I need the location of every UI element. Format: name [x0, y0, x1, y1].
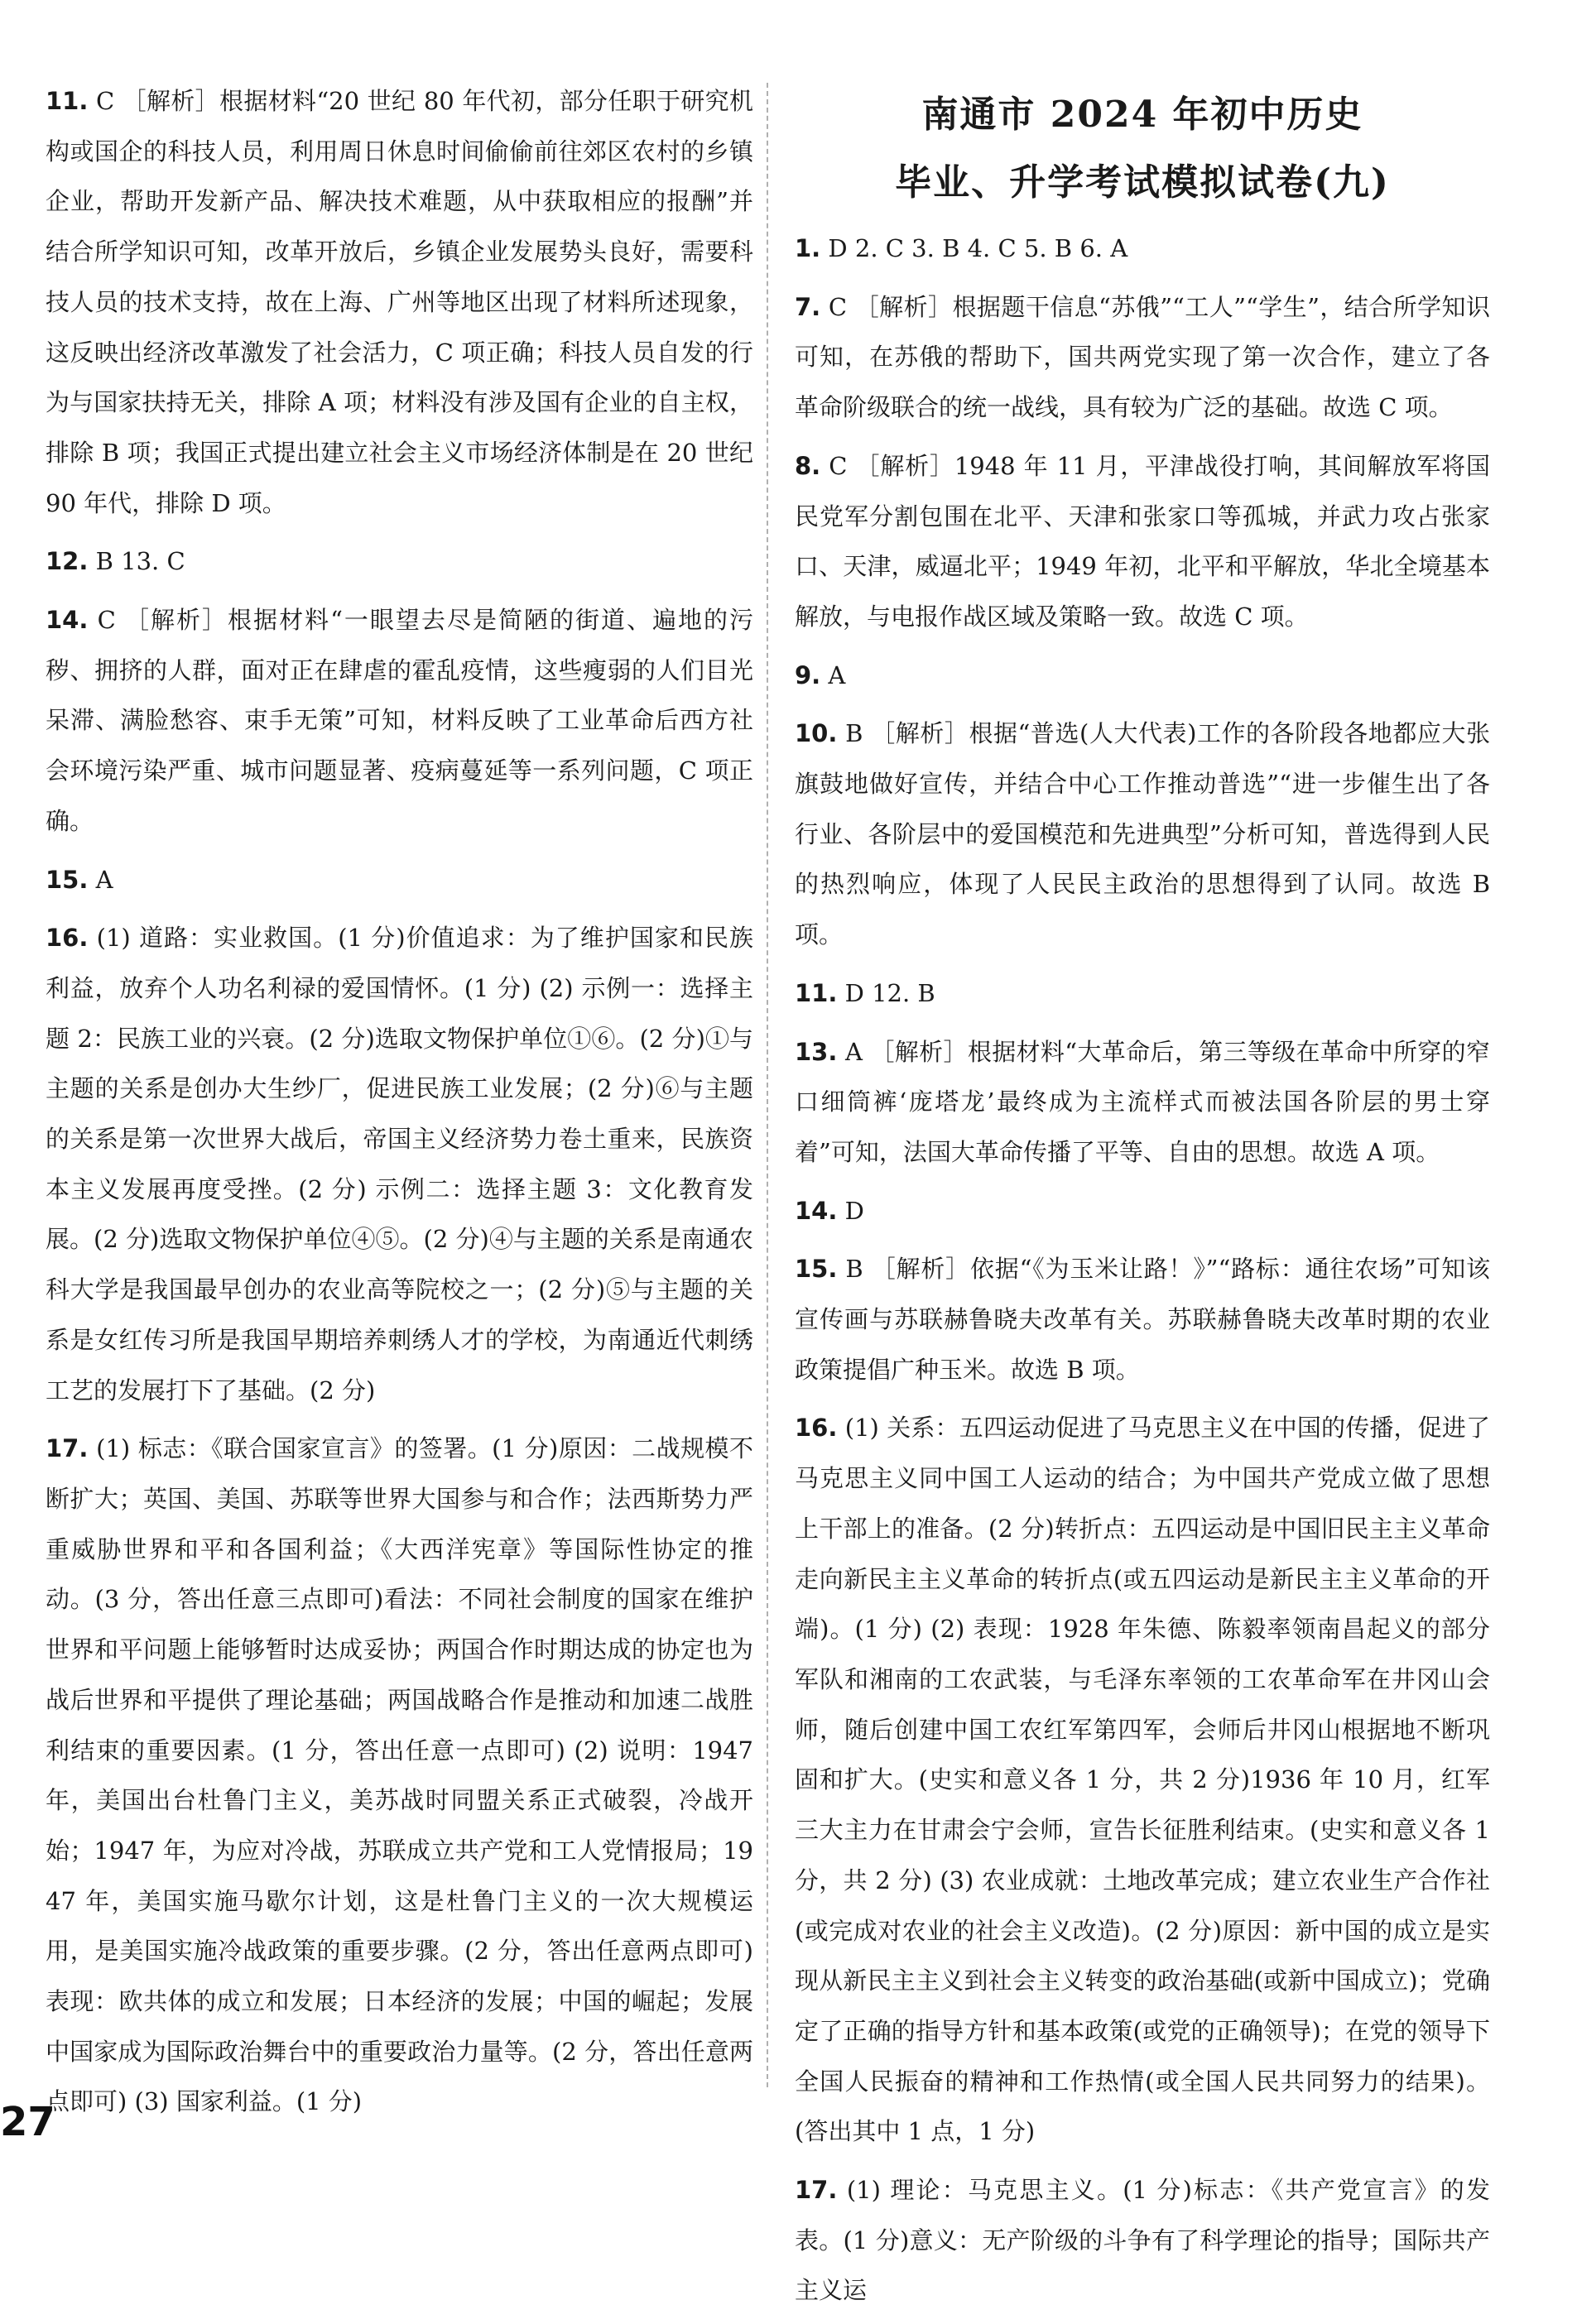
- answer-item: [795, 708, 1490, 960]
- right-column: [795, 76, 1490, 2324]
- answer-item: [795, 968, 1490, 1019]
- item-number: 10.: [795, 719, 838, 748]
- item-text: (1) 道路：实业救国。(1 分)价值追求：为了维护国家和民族利益，放弃个人功名利禄的爱国情怀。(1 分) (2) 示例一：选择主题 2：民族工业的兴衰。(2 分)选取文物保护单位①⑥。(2 分)①与主题的关系是创办大生纱厂，促进民族工业发展；(2 分)⑥与主题的关系是第一次世界大战后，帝国主义经济势力卷土重来，民族资本主义发展再度受挫。(2 分) 示例二：选择主题 3：文化教育发展。(2 分)选取文物保护单位④⑤。(2 分)④与主题的关系是南通农科大学是我国最早创办的农业高等院校之一；(2 分)⑤与主题的关系是女红传习所是我国早期培养刺绣人才的学校，为南通近代刺绣工艺的发展打下了基础。(2 分): [46, 924, 753, 1404]
- answer-item: [795, 1244, 1490, 1395]
- item-text: (1) 标志：《联合国家宣言》的签署。(1 分)原因：二战规模不断扩大；英国、美国、苏联等世界大国参与和合作；法西斯势力严重威胁世界和平和各国利益；《大西洋宪章》等国际性协定的推动。(3 分，答出任意三点即可)看法：不同社会制度的国家在维护世界和平问题上能够暂时达成妥协；两国合作时期达成的协定也为战后世界和平提供了理论基础；两国战略合作是推动和加速二战胜利结束的重要因素。(1 分，答出任意一点即可) (2) 说明：1947 年，美国出台杜鲁门主义，美苏战时同盟关系正式破裂，冷战开始；1947 年，为应对冷战，苏联成立共产党和工人党情报局；1947 年，美国实施马歇尔计划，这是杜鲁门主义的一次大规模运用，是美国实施冷战政策的重要步骤。(2 分，答出任意两点即可)表现：欧共体的成立和发展；日本经济的发展；中国的崛起；发展中国家成为国际政治舞台中的重要政治力量等。(2 分，答出任意两点即可) (3) 国家利益。(1 分): [46, 1434, 753, 2116]
- item-text: C ［解析］1948 年 11 月，平津战役打响，其间解放军将国民党军分割包围在北平、天津和张家口等孤城，并武力攻占张家口、天津，威逼北平；1949 年初，北平和平解放，华北全境基本解放，与电报作战区域及策略一致。故选 C 项。: [795, 451, 1490, 631]
- answer-item: [46, 595, 753, 847]
- item-text: C ［解析］根据题干信息“苏俄”“工人”“学生”，结合所学知识可知，在苏俄的帮助下，国共两党实现了第一次合作，建立了各革命阶级联合的统一战线，具有较为广泛的基础。故选 C 项。: [795, 292, 1490, 422]
- item-number: 17.: [46, 1434, 89, 1463]
- answer-item: [795, 441, 1490, 642]
- answer-item: [46, 855, 753, 905]
- left-column: [46, 76, 753, 2135]
- item-number: 15.: [795, 1255, 838, 1284]
- item-number: 9.: [795, 660, 821, 689]
- item-number: 15.: [46, 865, 89, 894]
- answer-item: [46, 1424, 753, 2127]
- title-line-1: 南通市 2024 年初中历史: [921, 94, 1363, 136]
- answer-item: [795, 282, 1490, 433]
- item-text: C ［解析］根据材料“一眼望去尽是简陋的街道、遍地的污秽、拥挤的人群，面对正在肆虐的霍乱疫情，这些瘦弱的人们目光呆滞、满脸愁容、束手无策”可知，材料反映了工业革命后西方社会环境污染严重、城市问题显著、疫病蔓延等一系列问题，C 项正确。: [46, 606, 754, 835]
- item-text: A: [828, 660, 846, 689]
- item-number: 13.: [795, 1037, 838, 1066]
- answer-item: [46, 76, 753, 528]
- title-line-2: 毕业、升学考试模拟试卷(九): [895, 161, 1390, 204]
- item-number: 14.: [795, 1196, 838, 1225]
- item-text: D: [844, 1196, 864, 1225]
- answer-item: [795, 223, 1490, 274]
- answer-item: [795, 651, 1490, 701]
- answer-item: [795, 1027, 1490, 1178]
- item-number: 8.: [795, 451, 821, 480]
- page-number: 27: [0, 2099, 55, 2145]
- item-number: 17.: [795, 2176, 838, 2205]
- item-text: D 12. B: [844, 978, 935, 1007]
- item-number: 16.: [795, 1414, 838, 1443]
- item-number: 16.: [46, 924, 89, 953]
- item-number: 7.: [795, 292, 821, 321]
- item-text: A: [95, 865, 113, 894]
- answer-item: [46, 913, 753, 1415]
- item-number: 12.: [46, 547, 89, 576]
- exam-title: [795, 81, 1490, 217]
- item-text: B 13. C: [95, 547, 185, 576]
- item-text: A ［解析］根据材料“大革命后，第三等级在革命中所穿的窄口细筒裤‘庞塔龙’最终成为主流样式而被法国各阶层的男士穿着”可知，法国大革命传播了平等、自由的思想。故选 A 项。: [795, 1037, 1490, 1166]
- item-text: B ［解析］根据“普选(人大代表)工作的各阶段各地都应大张旗鼓地做好宣传，并结合中心工作推动普选”“进一步催生出了各行业、各阶层中的爱国模范和先进典型”分析可知，普选得到人民的热烈响应，体现了人民民主政治的思想得到了认同。故选 B 项。: [795, 719, 1491, 949]
- answer-item: [46, 536, 753, 587]
- column-divider: [767, 83, 768, 2087]
- item-text: D 2. C 3. B 4. C 5. B 6. A: [828, 234, 1128, 262]
- item-text: B ［解析］依据“《为玉米让路！》”“路标：通往农场”可知该宣传画与苏联赫鲁晓夫改革有关。苏联赫鲁晓夫改革时期的农业政策提倡广种玉米。故选 B 项。: [795, 1255, 1490, 1384]
- item-text: C ［解析］根据材料“20 世纪 80 年代初，部分任职于研究机构或国企的科技人员，利用周日休息时间偷偷前往郊区农村的乡镇企业，帮助开发新产品、解决技术难题，从中获取相应的报酬”并结合所学知识可知，改革开放后，乡镇企业发展势头良好，需要科技人员的技术支持，故在上海、广州等地区出现了材料所述现象，这反映出经济改革激发了社会活力，C 项正确；科技人员自发的行为与国家扶持无关，排除 A 项；材料没有涉及国有企业的自主权，排除 B 项；我国正式提出建立社会主义市场经济体制是在 20 世纪 90 年代，排除 D 项。: [46, 87, 753, 517]
- answer-item: [795, 1403, 1490, 2157]
- answer-item: [795, 1186, 1490, 1236]
- item-number: 11.: [46, 87, 89, 115]
- item-number: 1.: [795, 234, 821, 262]
- item-number: 11.: [795, 978, 838, 1007]
- item-text: (1) 关系：五四运动促进了马克思主义在中国的传播，促进了马克思主义同中国工人运动的结合；为中国共产党成立做了思想上干部上的准备。(2 分)转折点：五四运动是中国旧民主主义革命走向新民主主义革命的转折点(或五四运动是新民主主义革命的开端)。(1 分) (2) 表现：1928 年朱德、陈毅率领南昌起义的部分军队和湘南的工农武装，与毛泽东率领的工农革命军在井冈山会师，随后创建中国工农红军第四军，会师后井冈山根据地不断巩固和扩大。(史实和意义各 1 分，共 2 分)1936 年 10 月，红军三大主力在甘肃会宁会师，宣告长征胜利结束。(史实和意义各 1 分，共 2 分) (3) 农业成就：土地改革完成；建立农业生产合作社(或完成对农业的社会主义改造)。(2 分)原因：新中国的成立是实现从新民主主义到社会主义转变的政治基础(或新中国成立)；党确定了正确的指导方针和基本政策(或党的正确领导)；在党的领导下全国人民振奋的精神和工作热情(或全国人民共同努力的结果)。(答出其中 1 点，1 分): [795, 1414, 1490, 2146]
- answer-item: [795, 2165, 1490, 2316]
- item-number: 14.: [46, 606, 89, 635]
- item-text: (1) 理论：马克思主义。(1 分)标志：《共产党宣言》的发表。(1 分)意义：无产阶级的斗争有了科学理论的指导；国际共产主义运: [795, 2176, 1490, 2305]
